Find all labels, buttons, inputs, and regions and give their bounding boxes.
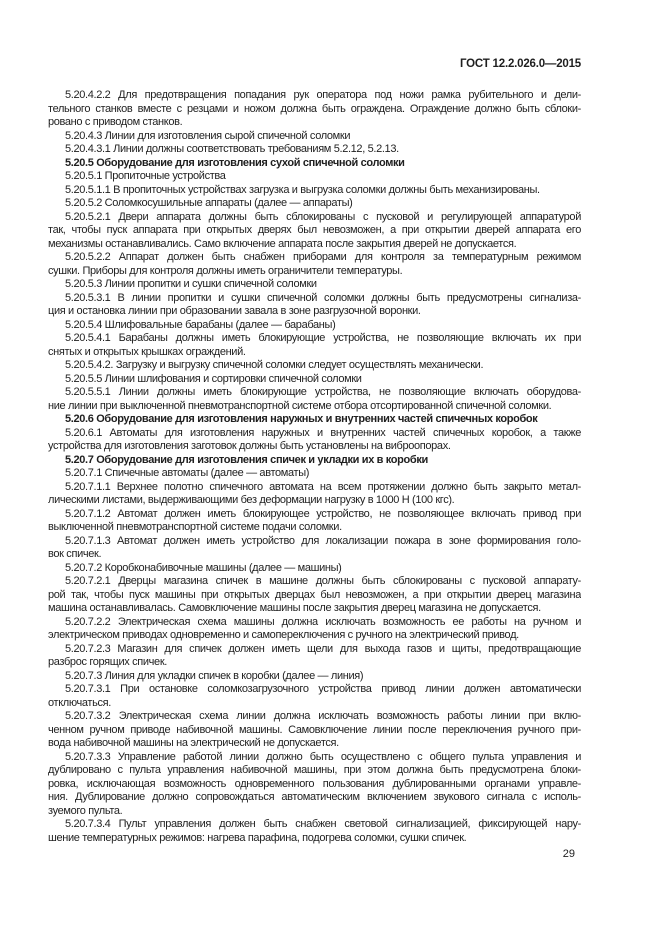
- text-line: 5.20.5.4.2. Загрузку и выгрузку спичечной соломки следует осуществлять механически.: [65, 359, 484, 371]
- text-line: 5.20.7.1.1 Верхнее полотно спичечного автомата на всем протяжении должно быть закрыто метал-: [65, 480, 581, 493]
- paragraph: [48, 143, 581, 157]
- paragraph: [48, 251, 581, 278]
- paragraph: [48, 184, 581, 198]
- text-line: ция и остановка линии при образовании завала в зоне разгрузочной воронки.: [48, 305, 421, 317]
- text-line: ченном ручном приводе набивочной машины. Самовключение линии после переключения ручного при-: [48, 723, 581, 736]
- paragraph: [48, 670, 581, 684]
- paragraph: [48, 170, 581, 184]
- text-line: 5.20.5.4 Шлифовальные барабаны (далее — барабаны): [65, 318, 336, 331]
- paragraph: [48, 616, 581, 643]
- document-footer: [48, 848, 575, 861]
- text-line: снятых и открытых крышках ограждений.: [48, 345, 246, 358]
- text-line: 5.20.5.5.1 Линии должны иметь блокирующие устройства, не позволяющие включать оборудова-: [65, 386, 581, 398]
- section-heading: [48, 157, 581, 171]
- paragraph: [48, 562, 581, 576]
- paragraph: [48, 359, 581, 373]
- text-line: 5.20.7.3.4 Пульт управления должен быть снабжен световой сигнализацией, фиксирующей нару-: [65, 818, 581, 830]
- paragraph: [48, 292, 581, 319]
- paragraph: [48, 683, 581, 710]
- paragraph: [48, 535, 581, 562]
- text-line: так, чтобы пуск аппарата при открытых дверях был невозможен, а при открытии дверей аппарата его: [48, 224, 581, 236]
- text-line: 5.20.5.2 Соломкосушильные аппараты (далее — аппараты): [65, 197, 353, 209]
- text-line: 5.20.7.3.2 Электрическая схема линии должна исключать возможность работы линии при вклю-: [65, 710, 581, 722]
- paragraph: [48, 481, 581, 508]
- paragraph: [48, 211, 581, 252]
- text-line: разброс горящих спичек.: [48, 656, 167, 668]
- paragraph: [48, 386, 581, 413]
- text-line: 5.20.4.3.1 Линии должны соответствовать требованиям 5.2.12, 5.2.13.: [65, 143, 399, 155]
- standard-number: ГОСТ 12.2.026.0—2015: [460, 58, 581, 70]
- text-line: 5.20.5.1.1 В пропиточных устройствах загрузка и выгрузка соломки должны быть механизированы.: [65, 183, 540, 196]
- text-line: механизмы останавливались. Само включение аппарата после закрытия дверей не допускается.: [48, 237, 517, 250]
- paragraph: [48, 332, 581, 359]
- text-line: 5.20.7.2.1 Дверцы магазина спичек в машине должны быть сблокированы с пусковой аппарату-: [65, 575, 581, 587]
- text-line: электрическом приводах одновременно и самопереключения с ручного на электрический привод.: [48, 629, 519, 641]
- text-line: 5.20.7.1 Спичечные автоматы (далее — автоматы): [65, 467, 310, 479]
- paragraph: [48, 373, 581, 387]
- text-line: 5.20.7.2.3 Магазин для спичек должен иметь щели для выхода газов и щиты, предотвращающие: [65, 642, 581, 655]
- section-heading: [48, 454, 581, 468]
- text-line: вок спичек.: [48, 548, 102, 560]
- text-line: 5.20.7.3 Линия для укладки спичек в коробки (далее — линия): [65, 669, 364, 682]
- text-line: 5.20.7.3.3 Управление работой линии должно быть осуществлено с общего пульта управления и: [65, 750, 581, 763]
- paragraph: [48, 508, 581, 535]
- text-line: рой так, чтобы пуск машины при открытых дверцах был невозможен, а при открытии дверец магазина: [48, 588, 581, 601]
- text-line: 5.20.6 Оборудование для изготовления наружных и внутренних частей спичечных коробок: [65, 413, 538, 425]
- paragraph: [48, 319, 581, 333]
- text-line: 5.20.7.1.2 Автомат должен иметь блокирующее устройство, не позволяющее включать привод при: [65, 507, 581, 520]
- text-line: устройства для изготовления заготовок должны быть установлены на виброопорах.: [48, 440, 451, 452]
- text-line: ние линии при выключенной пневмотранспортной системе отбора отсортированной спичечной соломки.: [48, 399, 552, 412]
- paragraph: [48, 575, 581, 616]
- paragraph: [48, 130, 581, 144]
- text-line: сушки. Приборы для контроля должны иметь ограничители температуры.: [48, 264, 403, 277]
- text-line: 5.20.5.2.1 Двери аппарата должны быть сблокированы с пусковой и регулирующей аппаратурой: [65, 210, 581, 223]
- paragraph: [48, 89, 581, 130]
- paragraph: [48, 818, 581, 845]
- paragraph: [48, 643, 581, 670]
- text-line: 5.20.7.2 Коробконабивочные машины (далее — машины): [65, 561, 342, 574]
- text-line: 5.20.5 Оборудование для изготовления сухой спичечной соломки: [65, 156, 405, 169]
- paragraph: [48, 751, 581, 819]
- paragraph: [48, 710, 581, 751]
- document-body: [48, 89, 581, 845]
- text-line: ния. Дублирование должно сопровождаться автоматическим включением звукового сигнала с исполь-: [48, 791, 581, 803]
- text-line: дублировано с пульта управления набивочной машины, при этом должна быть предусмотрена блоки-: [48, 764, 581, 776]
- text-line: машина останавливалась. Самовключение машины после закрытия дверец магазина не допускается.: [48, 602, 541, 614]
- text-line: 5.20.7.3.1 При остановке соломкозагрузочного устройства привод линии должен автоматически: [65, 683, 581, 695]
- text-line: 5.20.5.3 Линии пропитки и сушки спичечной соломки: [65, 278, 317, 290]
- text-line: вода набивочной машины на электрический не допускается.: [48, 737, 339, 749]
- text-line: шение температурных режимов: нагрева парафина, подогрева соломки, сушки спичек.: [48, 831, 467, 844]
- paragraph: [48, 278, 581, 292]
- paragraph: [48, 427, 581, 454]
- text-line: зуемого пульта.: [48, 804, 123, 817]
- text-line: лическими листами, выдерживающими без деформации нагрузку в 1000 Н (100 кгс).: [48, 494, 455, 506]
- text-line: 5.20.7.2.2 Электрическая схема машины должна исключать возможность ее работы на ручном и: [65, 615, 581, 628]
- text-line: 5.20.5.5 Линии шлифования и сортировки спичечной соломки: [65, 372, 362, 385]
- text-line: 5.20.7.1.3 Автомат должен иметь устройство для локализации пожара в зоне формирования голо-: [65, 534, 581, 547]
- page-number: 29: [562, 848, 575, 860]
- document-header: [48, 58, 581, 71]
- text-line: тельного станков вместе с резцами и ножом должна быть ограждена. Ограждение должно быть сблоки-: [48, 102, 581, 115]
- text-line: 5.20.5.4.1 Барабаны должны иметь блокирующие устройства, не позволяющие включать их при: [65, 332, 581, 344]
- text-line: 5.20.4.3 Линии для изготовления сырой спичечной соломки: [65, 129, 351, 142]
- text-line: ровано с приводом станков.: [48, 116, 183, 128]
- text-line: отключаться.: [48, 696, 111, 709]
- text-line: 5.20.5.1 Пропиточные устройства: [65, 170, 226, 182]
- paragraph: [48, 467, 581, 481]
- text-line: 5.20.5.2.2 Аппарат должен быть снабжен приборами для контроля за температурным режимом: [65, 251, 581, 263]
- text-line: 5.20.5.3.1 В линии пропитки и сушки спичечной соломки должны быть предусмотрены сигнализа-: [65, 291, 581, 304]
- text-line: 5.20.7 Оборудование для изготовления спичек и укладки их в коробки: [65, 453, 428, 466]
- text-line: ровка, исключающая возможность одновременного пользования дублированными органами управле-: [48, 777, 581, 790]
- text-line: выключенной пневмотранспортной системе подачи соломки.: [48, 521, 342, 533]
- paragraph: [48, 197, 581, 211]
- text-line: 5.20.4.2.2 Для предотвращения попадания рук оператора под ножи рамка рубительного и дели-: [65, 89, 581, 101]
- section-heading: [48, 413, 581, 427]
- text-line: 5.20.6.1 Автоматы для изготовления наружных и внутренних частей спичечных коробок, а также: [65, 426, 581, 439]
